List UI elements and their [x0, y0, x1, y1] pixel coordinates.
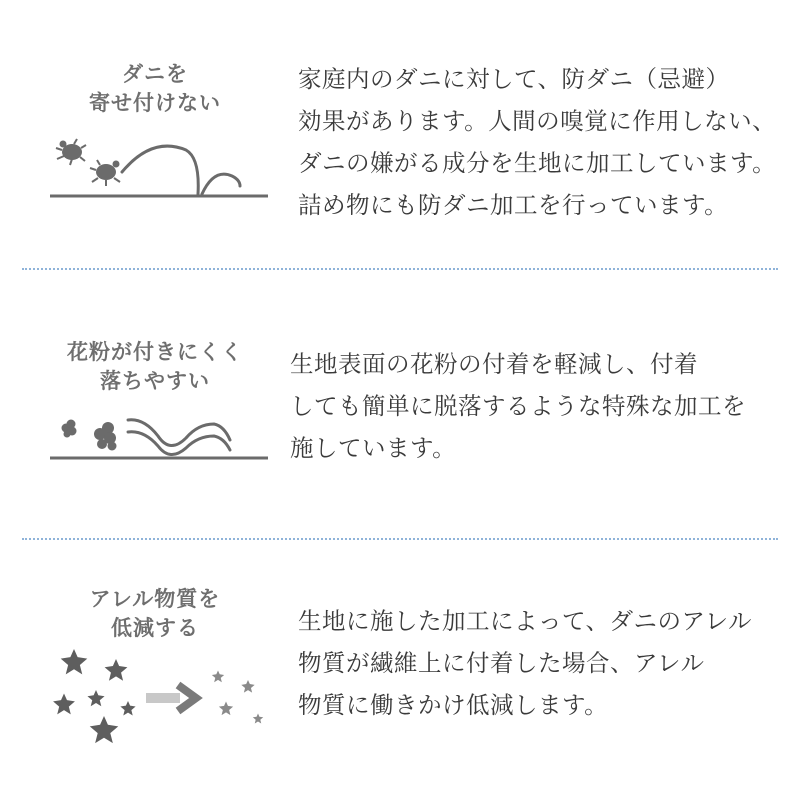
section-divider: [22, 268, 778, 270]
section-divider: [22, 538, 778, 540]
pollen-wave-icon: [40, 400, 270, 462]
description-line: 効果があります。人間の嗅覚に作用しない、: [298, 107, 777, 135]
feature-title-line: 寄せ付けない: [89, 91, 221, 115]
mite-bounce-icon: [40, 128, 270, 208]
feature-icon-panel: [40, 60, 270, 220]
description-line: 物質に働きかけ低減します。: [298, 691, 609, 719]
feature-icon-panel: [40, 585, 270, 755]
feature-title-line: 花粉が付きにくく: [67, 340, 243, 364]
description-line: 生地に施した加工によって、ダニのアレル: [298, 607, 753, 635]
description-line: 生地表面の花粉の付着を軽減し、付着: [290, 350, 698, 378]
feature-title-line: 低減する: [111, 616, 199, 640]
description-line: 家庭内のダニに対して、防ダニ（忌避）: [298, 65, 730, 93]
feature-description: [290, 343, 746, 469]
feature-title: [40, 60, 270, 118]
feature-icon-panel: [40, 338, 270, 468]
feature-description: [298, 600, 752, 726]
feature-description: [298, 58, 776, 226]
feature-title-line: 落ちやすい: [100, 369, 210, 393]
feature-title-line: ダニを: [122, 62, 188, 86]
description-line: 詰め物にも防ダニ加工を行っています。: [298, 191, 729, 219]
feature-title: [40, 585, 270, 643]
feature-title-line: アレル物質を: [89, 587, 221, 611]
description-line: 物質が繊維上に付着した場合、アレル: [298, 649, 705, 677]
allergen-reduce-icon: [40, 649, 270, 749]
arrow-right-icon: [146, 685, 196, 711]
description-line: しても簡単に脱落するような特殊な加工を: [290, 392, 746, 420]
description-line: 施しています。: [290, 434, 457, 462]
description-line: ダニの嫌がる成分を生地に加工しています。: [298, 149, 777, 177]
feature-title: [40, 338, 270, 396]
